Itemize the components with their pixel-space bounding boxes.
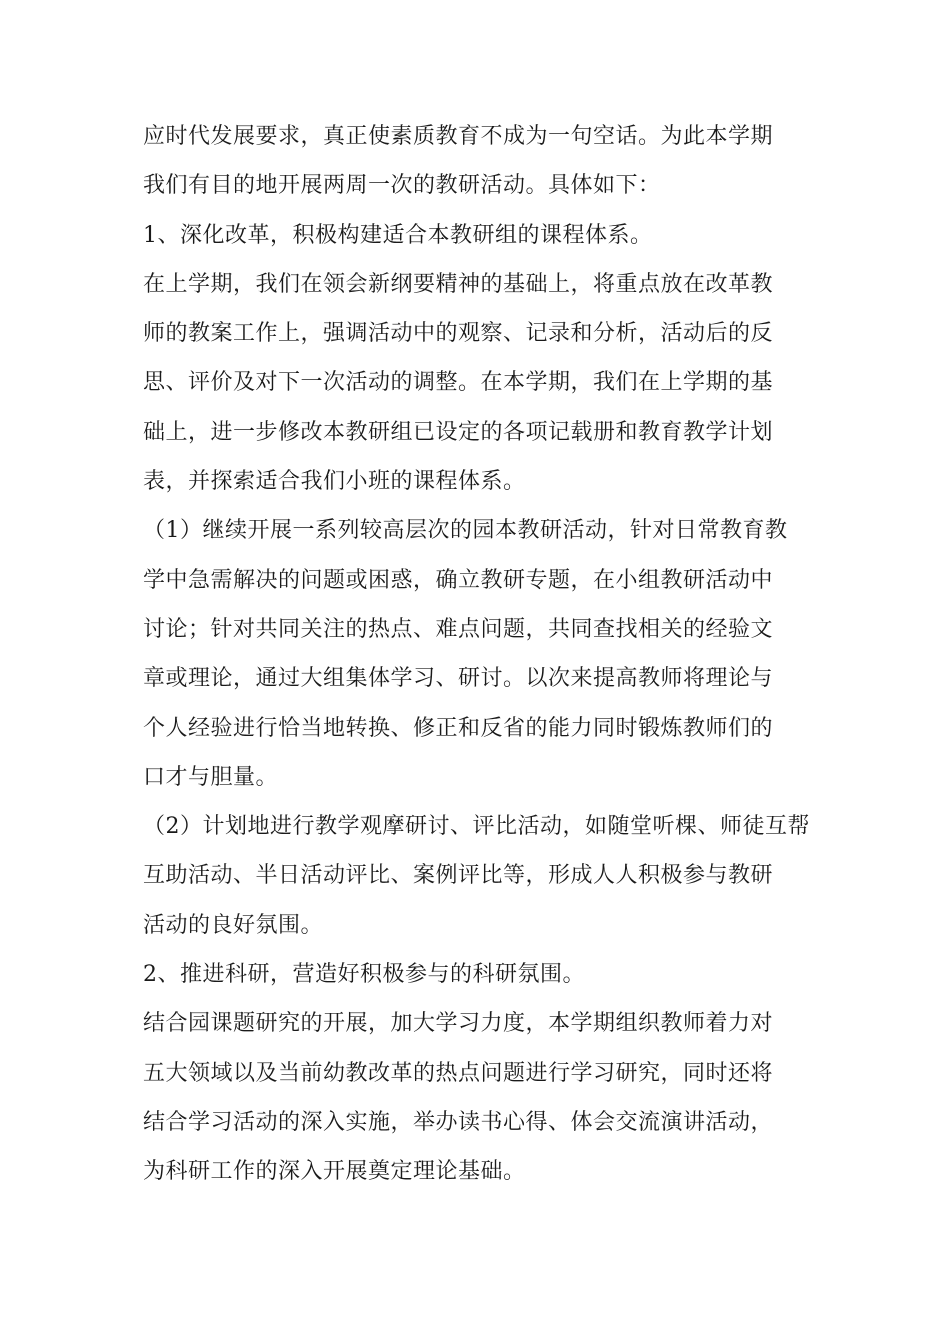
text-line: 讨论；针对共同关注的热点、难点问题，共同查找相关的经验文 xyxy=(143,616,774,642)
text-line: 表，并探索适合我们小班的课程体系。 xyxy=(143,469,526,495)
section-heading: 1、深化改革，积极构建适合本教研组的课程体系。 xyxy=(143,222,653,248)
text-line: 口才与胆量。 xyxy=(143,764,279,790)
text-line: （2）计划地进行教学观摩研讨、评比活动，如随堂听棵、师徒互帮 xyxy=(143,814,810,840)
text-line: 在上学期，我们在领会新纲要精神的基础上，将重点放在改革教 xyxy=(143,271,774,297)
text-line: 师的教案工作上，强调活动中的观察、记录和分析，活动后的反 xyxy=(143,321,774,347)
text-line: 为科研工作的深入开展奠定理论基础。 xyxy=(143,1159,526,1185)
text-line: 应时代发展要求，真正使素质教育不成为一句空话。为此本学期 xyxy=(143,124,774,149)
text-line: 互助活动、半日活动评比、案例评比等，形成人人积极参与教研 xyxy=(143,863,774,889)
text-line: 结合学习活动的深入实施，举办读书心得、体会交流演讲活动， xyxy=(143,1109,774,1135)
text-line: 我们有目的地开展两周一次的教研活动。具体如下： xyxy=(143,173,661,199)
text-line: （1）继续开展一系列较高层次的园本教研活动，针对日常教育教 xyxy=(143,518,788,544)
text-line: 学中急需解决的问题或困惑，确立教研专题，在小组教研活动中 xyxy=(143,567,774,593)
document-body xyxy=(143,112,815,1197)
text-line: 章或理论，通过大组集体学习、研讨。以次来提高教师将理论与 xyxy=(143,666,774,692)
text-line: 结合园课题研究的开展，加大学习力度，本学期组织教师着力对 xyxy=(143,1011,774,1037)
text-line: 个人经验进行恰当地转换、修正和反省的能力同时锻炼教师们的 xyxy=(143,715,774,741)
text-line: 五大领域以及当前幼教改革的热点问题进行学习研究，同时还将 xyxy=(143,1060,774,1086)
text-line: 础上，进一步修改本教研组已设定的各项记载册和教育教学计划 xyxy=(143,419,774,445)
section-heading: 2、推进科研，营造好积极参与的科研氛围。 xyxy=(143,962,585,988)
text-line: 活动的良好氛围。 xyxy=(143,912,324,938)
text-line: 思、评价及对下一次活动的调整。在本学期，我们在上学期的基 xyxy=(143,370,774,396)
